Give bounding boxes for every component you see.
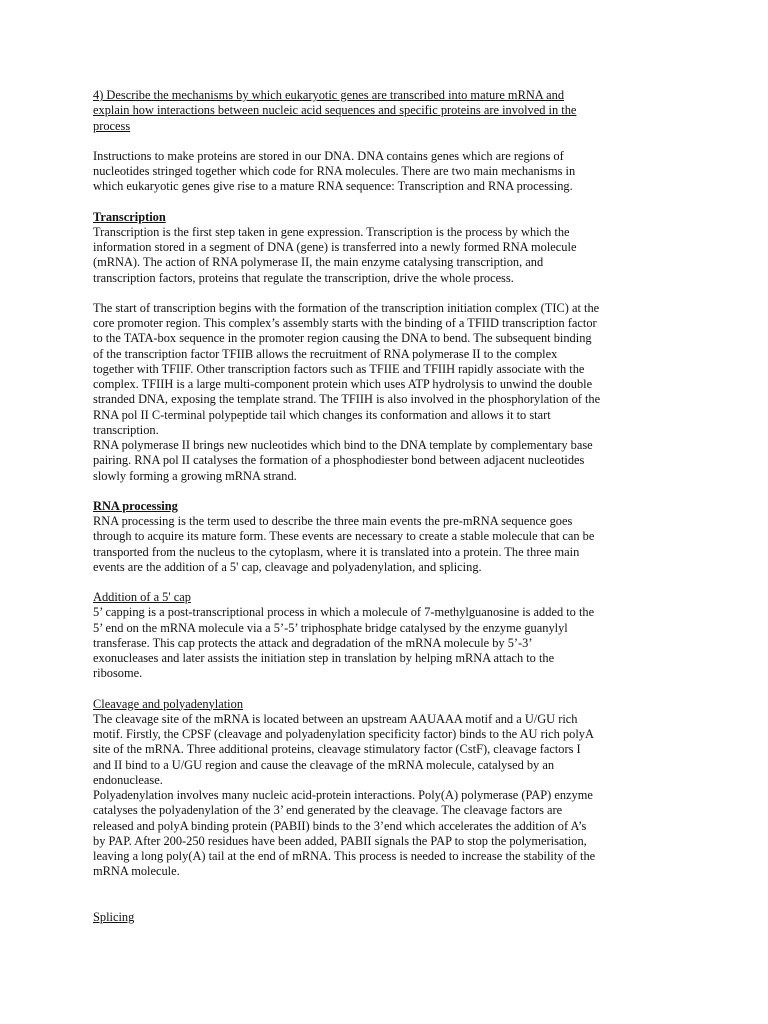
- transcription-paragraph-2: The start of transcription begins with the formation of the transcription initiation complex (TIC) at the core promoter region. This complex’s assembly starts with the binding of a TFIID transcription factor to the TATA-box sequence in the promoter region causing the DNA to bend. The subsequent binding of the transcription factor TFIIB allows the recruitment of RNA polymerase II to the complex together with TFIIF. Other transcription factors such as TFIIE and TFIIH rapidly associate with the complex. TFIIH is a large multi-component protein which uses ATP hydrolysis to unwind the double stranded DNA, exposing the template strand. The TFIIH is also involved in the phosphorylation of the RNA pol II C-terminal polypeptide tail which changes its conformation and allows it to start transcription.: [93, 300, 601, 437]
- question-heading: 4) Describe the mechanisms by which eukaryotic genes are transcribed into mature mRNA and explain how interactions between nucleic acid sequences and specific proteins are involved in the process: [93, 88, 577, 133]
- intro-paragraph: Instructions to make proteins are stored in our DNA. DNA contains genes which are regions of nucleotides stringed together which code for RNA molecules. There are two main mechanisms in which eukaryotic genes give rise to a mature RNA sequence: Transcription and RNA processing.: [93, 148, 576, 194]
- cleavage-paragraph-1: The cleavage site of the mRNA is located between an upstream AAUAAA motif and a U/GU rich motif. Firstly, the CPSF (cleavage and polyadenylation specificity factor) binds to the AU rich polyA site of the mRNA. Three additional proteins, cleavage stimulatory factor (CstF), cleavage factors I and II bind to a U/GU region and cause the cleavage of the mRNA molecule, catalysed by an endonuclease.: [93, 711, 594, 787]
- polyadenylation-paragraph: Polyadenylation involves many nucleic acid-protein interactions. Poly(A) polymerase (PAP) enzyme catalyses the polyadenylation of the 3’ end generated by the cleavage. The cleavage factors are released and polyA binding protein (PABII) binds to the 3’end which accelerates the addition of A’s by PAP. After 200-250 residues have been added, PABII signals the PAP to stop the polymerisation, leaving a long poly(A) tail at the end of mRNA. This process is needed to increase the stability of the mRNA molecule.: [93, 788, 596, 879]
- transcription-paragraph-1: Transcription is the first step taken in gene expression. Transcription is the process by which the information stored in a segment of DNA (gene) is transferred into a newly formed RNA molecule (mRNA). The action of RNA polymerase II, the main enzyme catalysing transcription, and transcription factors, proteins that regulate the transcription, drive the whole process.: [93, 224, 577, 285]
- splicing-heading: Splicing: [93, 909, 135, 924]
- cleavage-heading: Cleavage and polyadenylation: [93, 696, 244, 711]
- cap-heading: Addition of a 5' cap: [93, 590, 191, 604]
- document-page: [93, 88, 678, 925]
- rna-processing-heading: RNA processing: [93, 498, 178, 513]
- transcription-heading: Transcription: [93, 209, 166, 224]
- transcription-paragraph-3: RNA polymerase II brings new nucleotides which bind to the DNA template by complementary base pairing. RNA pol II catalyses the formation of a phosphodiester bond between adjacent nucleotides slowly forming a growing mRNA strand.: [93, 438, 593, 483]
- cap-paragraph: 5’ capping is a post-transcriptional process in which a molecule of 7-methylguanosine is added to the 5’ end on the mRNA molecule via a 5’-5’ triphosphate bridge catalysed by the enzyme guanylyl transferase. This cap protects the attack and degradation of the mRNA molecule by 5’-3’ exonucleases and later assists the initiation step in translation by helping mRNA attach to the ribosome.: [93, 605, 595, 681]
- rna-processing-paragraph: RNA processing is the term used to describe the three main events the pre-mRNA sequence goes through to acquire its mature form. These events are necessary to create a stable molecule that can be transported from the nucleus to the cytoplasm, where it is translated into a protein. The three main events are the addition of a 5' cap, cleavage and polyadenylation, and splicing.: [93, 514, 595, 574]
